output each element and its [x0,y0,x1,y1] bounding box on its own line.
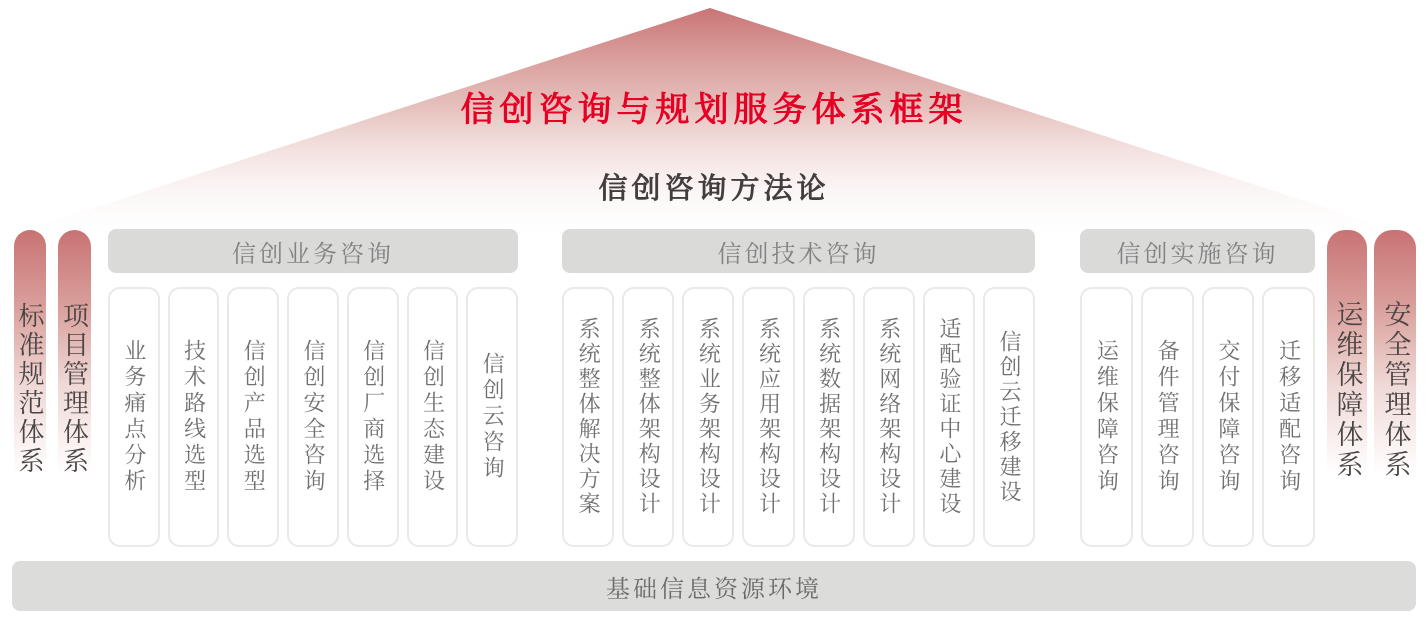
service-card-label: 迁移适配咨询 [1276,339,1302,495]
service-card [923,287,975,547]
service-card-label: 系统整体解决方案 [576,317,602,517]
service-card [562,287,614,547]
service-card [227,287,279,547]
service-card-label: 备件管理咨询 [1155,339,1181,495]
pillar-project-management-label: 项目管理体系 [59,302,90,476]
group-business-consulting [108,229,518,547]
pillar-operations [1327,230,1367,496]
methodology-title: 信创咨询方法论 [598,173,830,205]
foundation-bar [12,561,1416,611]
service-card [108,287,160,547]
foundation-label: 基础信息资源环境 [606,575,822,603]
service-card-label: 系统数据架构设计 [816,317,842,517]
service-card [863,287,915,547]
service-card-label: 信创产品选型 [241,339,267,495]
diagram-title: 信创咨询与规划服务体系框架 [460,91,968,129]
service-card-label: 系统应用架构设计 [756,317,782,517]
group-technical-consulting [562,229,1035,547]
group-technical-header: 信创技术咨询 [562,229,1035,273]
service-card-label: 信创安全咨询 [301,339,327,495]
service-card-label: 信创云迁移建设 [996,329,1022,505]
service-card [1202,287,1255,547]
service-card-label: 交付保障咨询 [1215,339,1241,495]
pillar-standards [14,230,46,496]
service-card-label: 系统整体架构设计 [636,317,662,517]
service-card [803,287,855,547]
service-card-label: 适配验证中心建设 [936,317,962,517]
service-card-label: 系统网络架构设计 [876,317,902,517]
service-card [287,287,339,547]
group-business-header: 信创业务咨询 [108,229,518,273]
business-cards [108,287,518,547]
service-card [1262,287,1315,547]
service-card-label: 信创厂商选择 [360,339,386,495]
service-card-label: 运维保障咨询 [1094,339,1120,495]
service-card-label: 技术路线选型 [181,339,207,495]
pillar-security-label: 安全管理体系 [1380,300,1411,480]
service-card [466,287,518,547]
implementation-cards [1080,287,1315,547]
service-card [168,287,220,547]
service-card-label: 信创生态建设 [420,339,446,495]
service-card-label: 系统业务架构设计 [696,317,722,517]
service-card-label: 业务痛点分析 [121,339,147,495]
service-card [347,287,399,547]
pillar-standards-label: 标准规范体系 [15,302,45,476]
pillar-security [1374,230,1416,496]
service-card [407,287,459,547]
pillar-project-management [58,230,91,496]
service-card [742,287,794,547]
service-card [1080,287,1133,547]
service-card [983,287,1035,547]
service-card-label: 信创云咨询 [480,352,506,482]
group-implementation-consulting [1080,229,1315,547]
service-card [682,287,734,547]
technical-cards [562,287,1035,547]
group-implementation-header: 信创实施咨询 [1080,229,1315,273]
service-card [1141,287,1194,547]
pillar-operations-label: 运维保障体系 [1332,300,1363,480]
service-card [622,287,674,547]
